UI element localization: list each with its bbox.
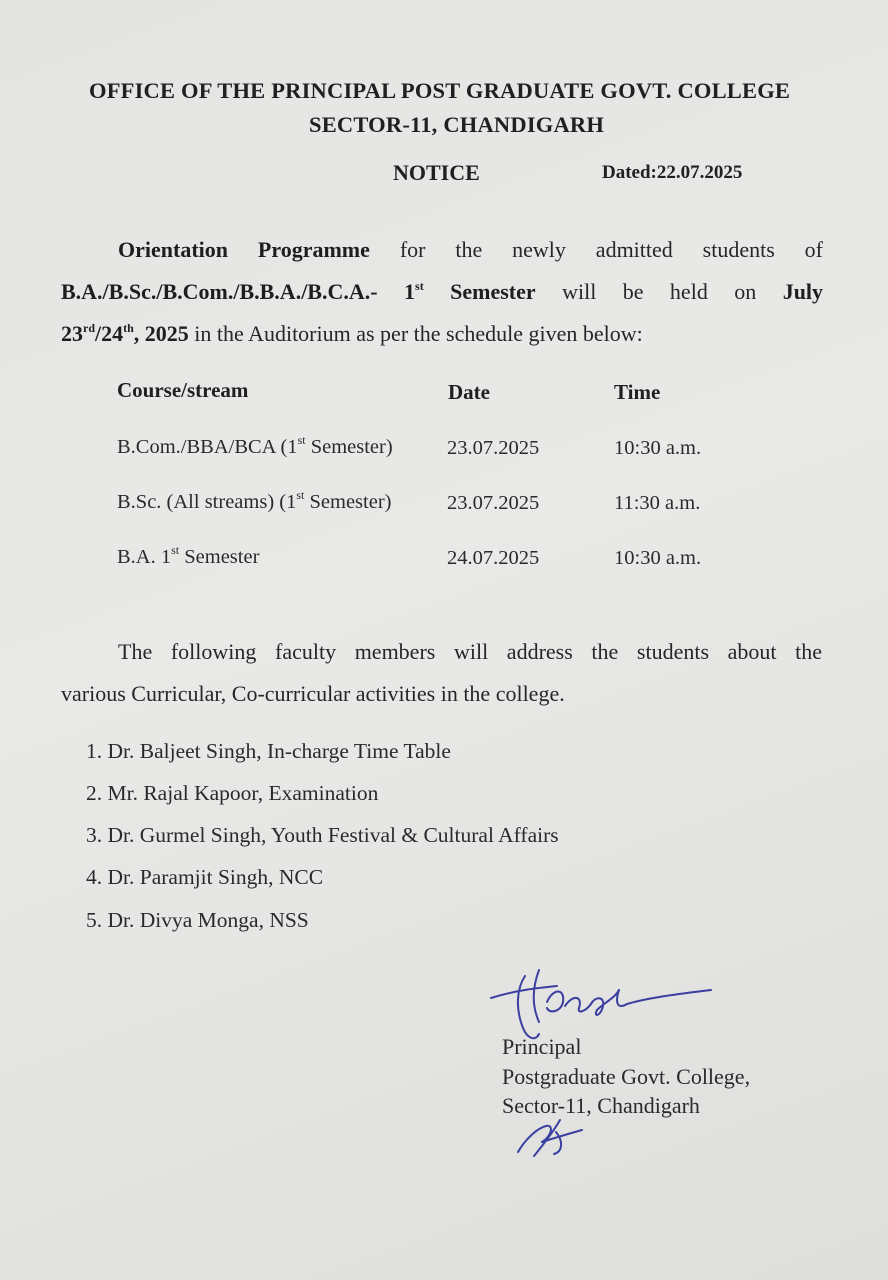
table-row-2-course: B.Sc. (All streams) (1st Semester) (117, 488, 392, 513)
office-header-line2: SECTOR-11, CHANDIGARH (309, 112, 605, 137)
signatory-title: Principal (502, 1034, 582, 1059)
list-item: 4. Dr. Paramjit Singh, NCC (86, 865, 324, 889)
header-time: Time (614, 380, 661, 404)
july-word: July (782, 279, 824, 304)
orientation-word: Orientation (118, 237, 228, 262)
list-item: 5. Dr. Divya Monga, NSS (86, 908, 309, 932)
signatory-address: Sector-11, Chandigarh (502, 1093, 700, 1118)
notice-title: NOTICE (393, 160, 480, 185)
header-date: Date (448, 380, 490, 404)
day-2: /24 (95, 321, 124, 346)
programme-word: Programme (257, 237, 370, 262)
table-row-2-date: 23.07.2025 (447, 492, 540, 514)
table-row-3-date: 24.07.2025 (447, 547, 540, 569)
initials-mark (512, 1112, 592, 1162)
paragraph-1-line-2 (61, 271, 823, 313)
paragraph-1-line-1-rest: for the newly admitted students of (399, 237, 824, 262)
list-item: 1. Dr. Baljeet Singh, In-charge Time Table (86, 739, 451, 763)
list-item: 2. Mr. Rajal Kapoor, Examination (86, 781, 379, 805)
table-row-1-date: 23.07.2025 (447, 437, 540, 459)
table-row-1-time: 10:30 a.m. (614, 437, 702, 459)
table-row-3-time: 10:30 a.m. (614, 547, 702, 569)
day-1: 23 (61, 321, 83, 346)
course-list: B.A./B.Sc./B.Com./B.B.A./B.C.A.- (61, 279, 378, 304)
held-phrase: will be held on (562, 279, 757, 304)
paragraph-1-line-3-rest: in the Auditorium as per the schedule given below: (188, 321, 643, 346)
header-course: Course/stream (117, 378, 249, 402)
paragraph-2-line-2: various Curricular, Co-curricular activities in the college. (61, 681, 565, 706)
day-1-sup: rd (83, 321, 95, 335)
semester-sup: st (415, 279, 424, 293)
list-item: 3. Dr. Gurmel Singh, Youth Festival & Cultural Affairs (86, 823, 559, 847)
table-row-3-course: B.A. 1st Semester (117, 543, 260, 568)
office-header-line1: OFFICE OF THE PRINCIPAL POST GRADUATE GOVT. COLLEGE (89, 78, 791, 103)
paragraph-1-line-1 (118, 229, 823, 271)
semester-word: Semester (450, 279, 536, 304)
paragraph-1-line-3 (61, 313, 643, 355)
table-row-1-course: B.Com./BBA/BCA (1st Semester) (117, 433, 393, 458)
signatory-org: Postgraduate Govt. College, (502, 1064, 751, 1089)
year: , 2025 (133, 321, 189, 346)
semester-number: 1 (404, 279, 416, 304)
table-row-2-time: 11:30 a.m. (614, 492, 701, 514)
paragraph-2-line-1: The following faculty members will address the students about the (118, 639, 822, 664)
day-2-sup: th (123, 321, 134, 335)
notice-date: Dated:22.07.2025 (602, 162, 743, 183)
